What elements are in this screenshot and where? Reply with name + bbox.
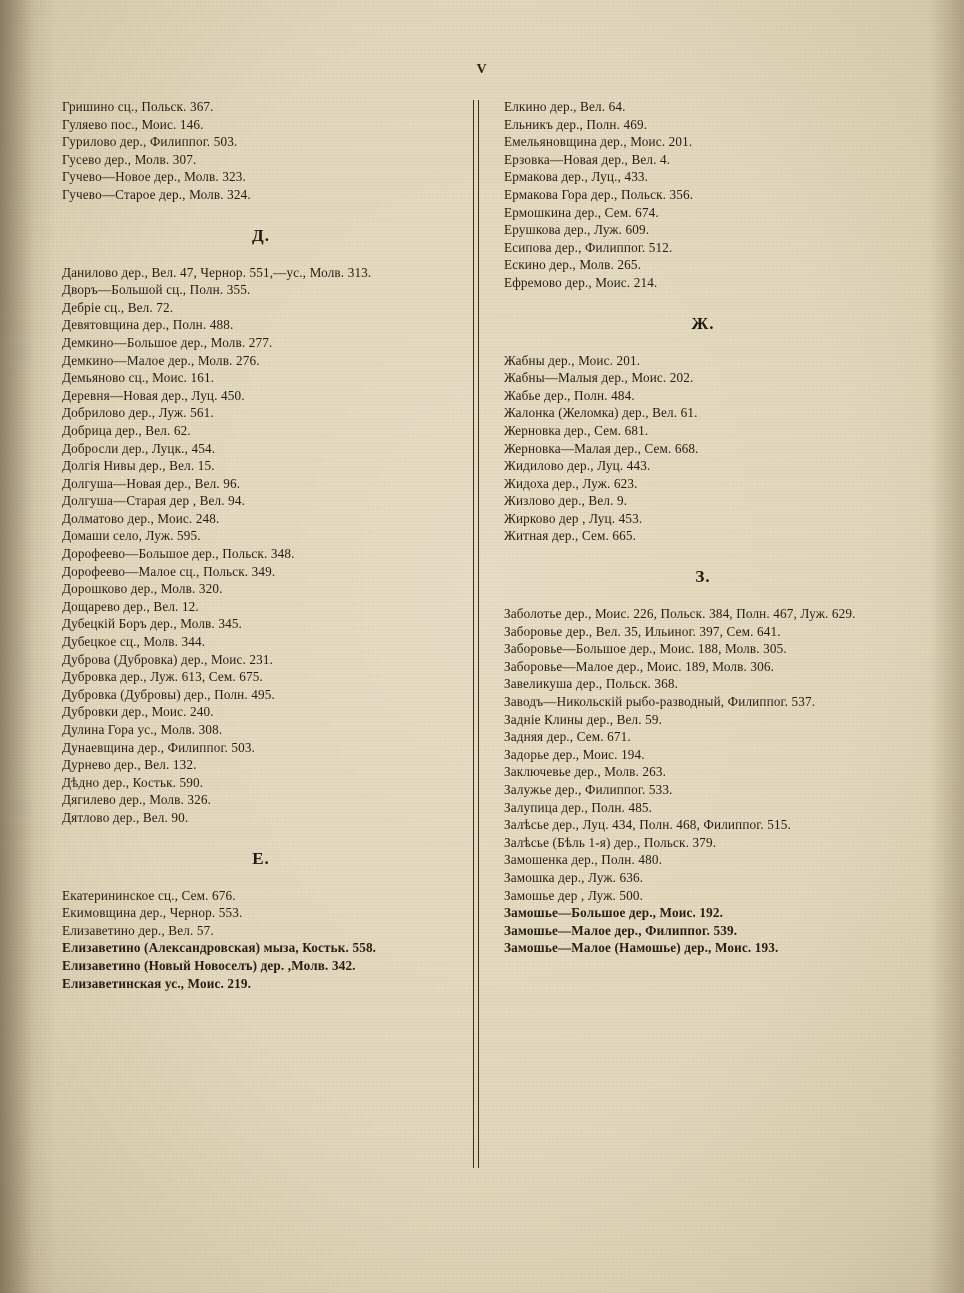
index-entry: Гуляево пос., Моис. 146. — [62, 116, 204, 132]
index-entry: Задняя дер., Сем. 671. — [504, 729, 631, 745]
index-entry: Залѣсье дер., Луц. 434, Полн. 468, Филиппог. 515. — [504, 817, 791, 833]
index-entry: Дягилево дер., Молв. 326. — [62, 792, 212, 808]
index-entry: Жизлово дер., Вел. 9. — [504, 493, 628, 509]
index-entry: Замошенка дер., Полн. 480. — [504, 852, 663, 868]
index-entry: Добрица дер., Вел. 62. — [62, 422, 191, 438]
index-entry: Замошье—Малое дер., Филиппог. 539. — [504, 922, 738, 938]
index-entry: Домаши село, Луж. 595. — [62, 528, 201, 544]
index-entry: Дорошково дер., Молв. 320. — [62, 581, 223, 597]
index-entry: Заключевье дер., Молв. 263. — [504, 764, 667, 780]
index-entry: Елизаветино (Александровская) мыза, Костьк. 558. — [62, 940, 377, 956]
index-entry: Завеликуша дер., Польск. 368. — [504, 676, 679, 692]
index-entry: Ермошкина дер., Сем. 674. — [504, 204, 659, 220]
index-entry: Ефремово дер., Моис. 214. — [504, 274, 658, 290]
index-entry: Жидилово дер., Луц. 443. — [504, 458, 651, 474]
letter-heading: Д. — [252, 225, 270, 245]
index-entry: Замошье дер , Луж. 500. — [504, 887, 644, 903]
index-entry: Жерновка дер., Сем. 681. — [504, 422, 649, 438]
index-entry: Замошье—Большое дер., Моис. 192. — [504, 905, 724, 921]
index-entry: Елизаветино (Новый Новоселъ) дер. ,Молв. 342. — [62, 957, 356, 973]
page-folio: V — [476, 62, 488, 77]
index-entry: Добросли дер., Луцк., 454. — [62, 440, 216, 456]
index-entry: Гучево—Новое дер., Молв. 323. — [62, 169, 246, 185]
index-entry: Жабье дер., Полн. 484. — [504, 387, 635, 403]
index-entry: Задорье дер., Моис. 194. — [504, 746, 645, 762]
index-entry: Гучево—Старое дер., Молв. 324. — [62, 186, 251, 202]
index-entry: Гусево дер., Молв. 307. — [62, 151, 197, 167]
index-entry: Елизаветино дер., Вел. 57. — [62, 922, 214, 938]
index-entry: Жерновка—Малая дер., Сем. 668. — [504, 440, 699, 456]
index-entry: Дощарево дер., Вел. 12. — [62, 598, 199, 614]
index-entry: Демкино—Малое дер., Молв. 276. — [62, 352, 260, 368]
index-entry: Дѣдно дер., Костьк. 590. — [62, 774, 204, 790]
index-entry: Долгуша—Старая дер , Вел. 94. — [62, 493, 246, 509]
index-entry: Ельникъ дер., Полн. 469. — [504, 116, 648, 132]
index-entry: Заболотье дер., Моис. 226, Польск. 384, Полн. 467, Луж. 629. — [504, 606, 856, 622]
index-entry: Дорофеево—Большое дер., Польск. 348. — [62, 546, 295, 562]
index-entry: Ермакова дер., Луц., 433. — [504, 169, 649, 185]
index-entry: Замошье—Малое (Намошье) дер., Моис. 193. — [504, 940, 779, 956]
index-entry: Демьяново сц., Моис. 161. — [62, 370, 215, 386]
index-column-left — [62, 98, 460, 992]
index-entry: Замошка дер., Луж. 636. — [504, 869, 644, 885]
index-entry: Ерушкова дер., Луж. 609. — [504, 222, 650, 238]
index-entry: Данилово дер., Вел. 47, Чернор. 551,—ус., Молв. 313. — [62, 264, 372, 280]
index-entry: Заборовье дер., Вел. 35, Ильиног. 397, Сем. 641. — [504, 623, 781, 639]
index-entry: Дубецкій Боръ дер., Молв. 345. — [62, 616, 243, 632]
index-entry: Емельяновщина дер., Моис. 201. — [504, 134, 693, 150]
index-entry: Жалонка (Желомка) дер., Вел. 61. — [504, 405, 698, 421]
column-divider-rule — [473, 100, 479, 1168]
index-entry: Дубровка (Дубровы) дер., Полн. 495. — [62, 686, 275, 702]
index-entry: Елизаветинская ус., Моис. 219. — [62, 975, 252, 991]
index-entry: Дулина Гора ус., Молв. 308. — [62, 722, 223, 737]
index-entry: Дубровки дер., Моис. 240. — [62, 704, 214, 720]
index-entry: Заборовье—Большое дер., Моис. 188, Молв. 305. — [504, 641, 787, 657]
index-entry: Жидоха дер., Луж. 623. — [504, 475, 638, 491]
index-entry: Екатерининское сц., Сем. 676. — [62, 887, 236, 903]
index-entry: Заднiе Клины дер., Вел. 59. — [504, 711, 663, 727]
index-entry: Дуброва (Дубровка) дер., Моис. 231. — [62, 651, 274, 667]
index-entry: Ермакова Гора дер., Польск. 356. — [504, 186, 694, 202]
index-entry: Дунаевщина дер., Филиппог. 503. — [62, 739, 256, 755]
index-entry: Долгія Нивы дер., Вел. 15. — [62, 458, 215, 474]
index-entry: Залужье дер., Филиппог. 533. — [504, 782, 673, 797]
index-columns — [62, 98, 902, 1188]
letter-heading: Е. — [252, 848, 270, 868]
index-entry: Девятовщина дер., Полн. 488. — [62, 317, 234, 333]
index-entry: Ерзовка—Новая дер., Вел. 4. — [504, 151, 671, 167]
index-entry: Долгуша—Новая дер., Вел. 96. — [62, 475, 241, 491]
letter-heading: Ж. — [691, 313, 715, 333]
index-entry: Долматово дер., Моис. 248. — [62, 510, 220, 526]
index-entry: Елкино дер., Вел. 64. — [504, 99, 626, 114]
index-entry: Залѣсье (Бѣль 1-я) дер., Польск. 379. — [504, 834, 717, 850]
index-entry: Екимовщина дер., Чернор. 553. — [62, 905, 243, 921]
index-entry: Дубровка дер., Луж. 613, Сем. 675. — [62, 669, 263, 685]
index-entry: Деревня—Новая дер., Луц. 450. — [62, 387, 245, 403]
index-entry: Залупица дер., Полн. 485. — [504, 799, 653, 815]
index-entry: Дубецкое сц., Молв. 344. — [62, 634, 206, 650]
index-entry: Гришино сц., Польск. 367. — [62, 99, 214, 114]
letter-heading: З. — [695, 567, 711, 587]
index-entry: Есипова дер., Филиппог. 512. — [504, 239, 673, 255]
index-entry: Заводъ—Никольскій рыбо-разводный, Филиппог. 537. — [504, 694, 816, 710]
index-entry: Дебріе сц., Вел. 72. — [62, 299, 174, 315]
index-entry: Ескино дер., Молв. 265. — [504, 257, 642, 273]
index-entry: Дятлово дер., Вел. 90. — [62, 809, 189, 825]
index-entry: Заборовье—Малое дер., Моис. 189, Молв. 306. — [504, 658, 775, 674]
index-entry: Жирково дер , Луц. 453. — [504, 510, 643, 526]
index-entry: Дворъ—Большой сц., Полн. 355. — [62, 282, 251, 298]
index-column-right — [504, 98, 902, 957]
index-entry: Дурнево дер., Вел. 132. — [62, 757, 197, 773]
index-entry: Жабны дер., Моис. 201. — [504, 352, 641, 368]
index-entry: Дорофеево—Малое сц., Польск. 349. — [62, 563, 276, 579]
index-entry: Демкино—Большое дер., Молв. 277. — [62, 334, 273, 350]
index-entry: Добрилово дер., Луж. 561. — [62, 405, 214, 421]
index-entry: Гурилово дер., Филиппог. 503. — [62, 134, 238, 150]
index-entry: Жабны—Малыя дер., Моис. 202. — [504, 370, 694, 386]
index-entry: Житная дер., Сем. 665. — [504, 528, 637, 544]
